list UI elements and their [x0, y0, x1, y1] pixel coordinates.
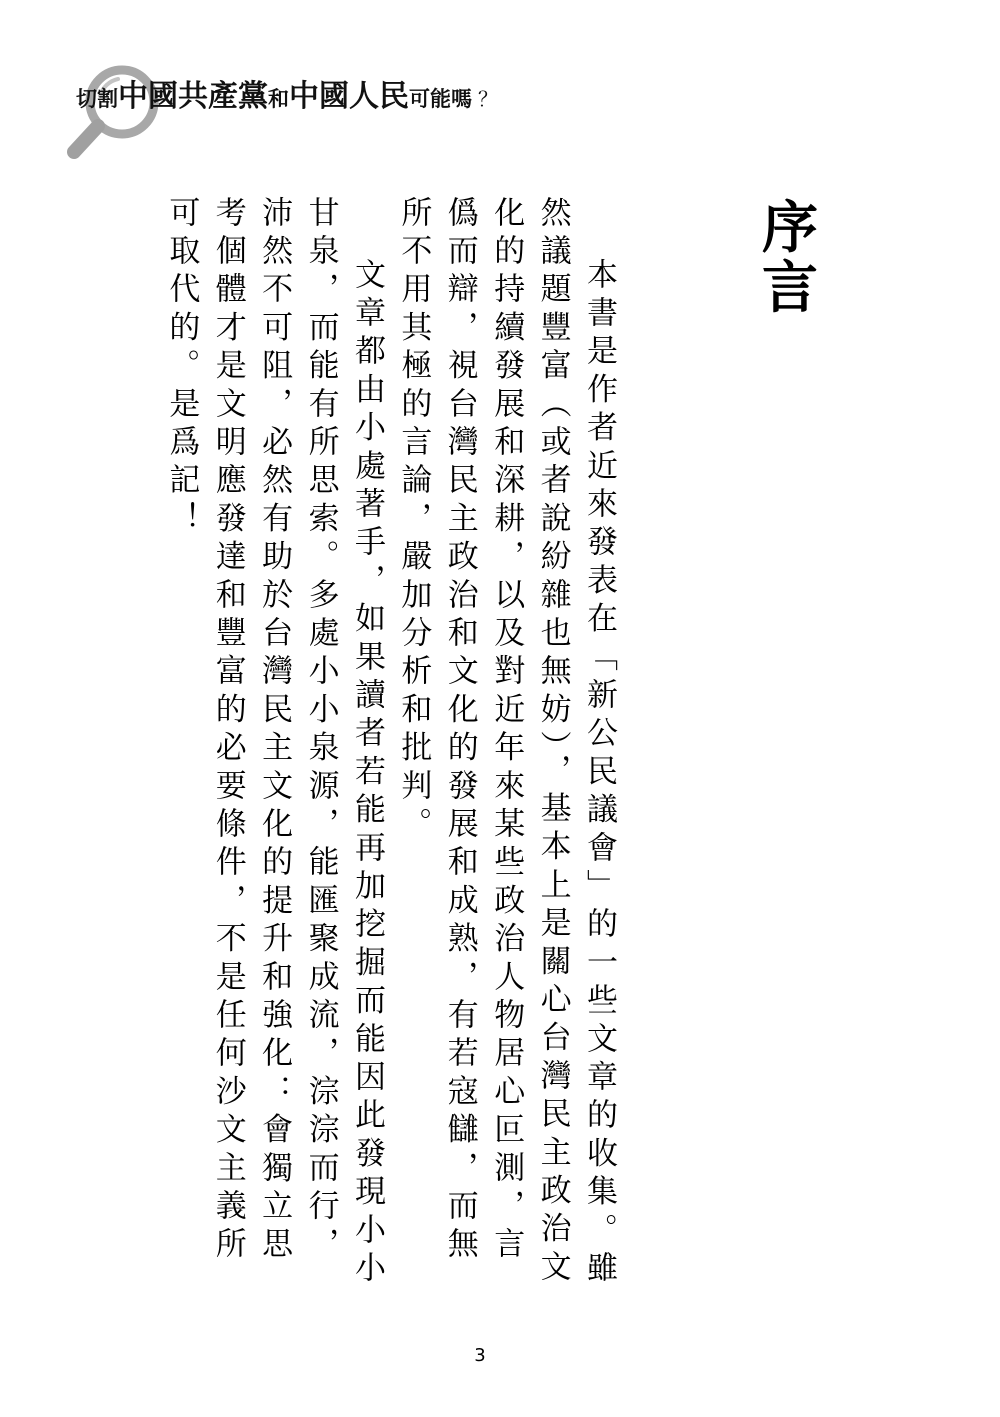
header-title-part-4: 中國人民 — [289, 79, 409, 114]
paragraph-1: 本書是作者近來發表在「新公民議會」的一些文章的收集。雖然議題豐富（或者說紛雜也無妨），基本上是關心台灣民主政治文化的持續發展和深耕，以及對近年來某些政治人物居心叵測，言僞而辯，視台灣民主政治和文化的發展和成熟，有若寇讎，而無所不用其極的言論，嚴加分析和批判。 — [395, 196, 617, 1290]
header-title-part-2: 中國共產黨 — [118, 79, 268, 114]
chapter-title — [755, 195, 825, 321]
header-title-part-1: 切割 — [76, 87, 118, 111]
paragraph-2: 文章都由小處著手，如果讀者若能再加挖掘而能因此發現小小甘泉，而能有所思索。多處小小泉源，能匯聚成流，淙淙而行，沛然不可阻，必然有助於台灣民主文化的提升和強化：會獨立思考個體才是文明應發達和豐富的必要條件，不是任何沙文主義所可取代的。是爲記！ — [163, 196, 385, 1290]
header-question-mark: ？ — [478, 87, 498, 111]
chapter-title-char-2: 言 — [762, 255, 818, 321]
page-number: 3 — [474, 1345, 486, 1366]
chapter-title-char-1: 序 — [762, 195, 818, 261]
header-title-part-3: 和 — [268, 87, 289, 111]
preface-body — [163, 196, 622, 1298]
running-header-title — [76, 79, 498, 114]
header-title-part-5: 可能嗎 — [409, 87, 472, 111]
